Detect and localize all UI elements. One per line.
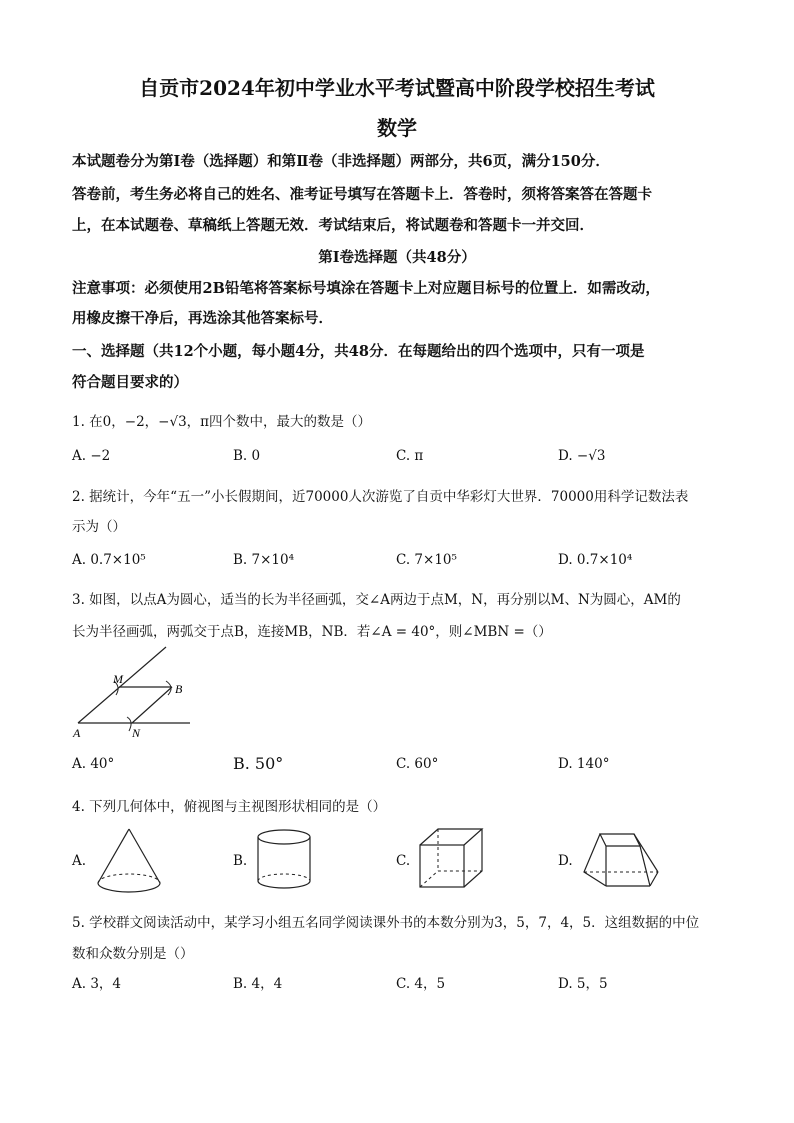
- question-5-option-d: D. 5，5: [558, 976, 608, 992]
- intro-line-1: 本试题卷分为第Ⅰ卷（选择题）和第Ⅱ卷（非选择题）两部分，共6页，满分150分．: [72, 153, 610, 170]
- question-5-stem-line-1: 5. 学校群文阅读活动中，某学习小组五名同学阅读课外书的本数分别为3，5，7，4，5．这组数据的中位: [72, 915, 700, 931]
- question-4-stem: 4. 下列几何体中，俯视图与主视图形状相同的是（）: [72, 799, 387, 815]
- figure-label-n: N: [132, 726, 141, 740]
- section-heading: 第Ⅰ卷选择题（共48分）: [318, 249, 476, 266]
- figure-label-m: M: [113, 672, 123, 686]
- cylinder-figure: [253, 825, 315, 895]
- question-3-option-c: C. 60°: [396, 756, 439, 772]
- question-4-option-a: A.: [72, 853, 87, 869]
- exam-title: 自贡市2024年初中学业水平考试暨高中阶段学校招生考试: [139, 76, 655, 100]
- question-5-option-a: A. 3，4: [72, 976, 122, 992]
- question-1-option-d: D. −√3: [558, 448, 606, 464]
- question-1-option-b: B. 0: [233, 448, 261, 464]
- question-3-option-a: A. 40°: [72, 756, 115, 772]
- question-1-stem: 1. 在0，−2，−√3，π四个数中，最大的数是（）: [72, 414, 372, 430]
- figure-label-a: A: [73, 726, 81, 740]
- cube-figure: [416, 827, 488, 891]
- question-1-option-a: A. −2: [72, 448, 111, 464]
- question-2-option-a: A. 0.7×10⁵: [72, 552, 146, 568]
- question-5-option-c: C. 4，5: [396, 976, 446, 992]
- cone-figure: [92, 825, 166, 897]
- question-1-option-c: C. π: [396, 448, 424, 464]
- question-3-option-d: D. 140°: [558, 756, 610, 772]
- question-4-option-c: C.: [396, 853, 411, 869]
- question-2-stem-line-1: 2. 据统计，今年“五一”小长假期间，近70000人次游览了自贡中华彩灯大世界．70000用科学记数法表: [72, 489, 689, 505]
- question-2-stem-line-2: 示为（）: [72, 519, 126, 535]
- question-3-option-b: B. 50°: [233, 754, 284, 773]
- figure-label-b: B: [175, 682, 183, 696]
- part-heading-line-1: 一、选择题（共12个小题，每小题4分，共48分．在每题给出的四个选项中，只有一项是: [72, 343, 645, 360]
- question-3-stem-line-2: 长为半径画弧，两弧交于点B，连接MB，NB．若∠A = 40°，则∠MBN =（）: [72, 624, 552, 640]
- notice-line-1: 注意事项：必须使用2B铅笔将答案标号填涂在答题卡上对应题目标号的位置上．如需改动，: [72, 280, 660, 297]
- intro-line-3: 上，在本试题卷、草稿纸上答题无效．考试结束后，将试题卷和答题卡一并交回．: [72, 217, 594, 234]
- question-5-option-b: B. 4，4: [233, 976, 283, 992]
- question-4-option-b: B.: [233, 853, 248, 869]
- question-2-option-c: C. 7×10⁵: [396, 552, 457, 568]
- question-2-option-b: B. 7×10⁴: [233, 552, 294, 568]
- notice-line-2: 用橡皮擦干净后，再选涂其他答案标号．: [72, 310, 333, 327]
- question-3-stem-line-1: 3. 如图，以点A为圆心，适当的长为半径画弧，交∠A两边于点M，N，再分别以M、N为圆心，AM的: [72, 592, 681, 608]
- exam-subject: 数学: [377, 116, 417, 140]
- angle-construction-figure: [72, 645, 197, 740]
- question-4-option-d: D.: [558, 853, 573, 869]
- question-5-stem-line-2: 数和众数分别是（）: [72, 946, 194, 962]
- part-heading-line-2: 符合题目要求的）: [72, 374, 188, 391]
- question-2-option-d: D. 0.7×10⁴: [558, 552, 633, 568]
- intro-line-2: 答卷前，考生务必将自己的姓名、准考证号填写在答题卡上．答卷时，须将答案答在答题卡: [72, 186, 652, 203]
- frustum-figure: [578, 830, 664, 890]
